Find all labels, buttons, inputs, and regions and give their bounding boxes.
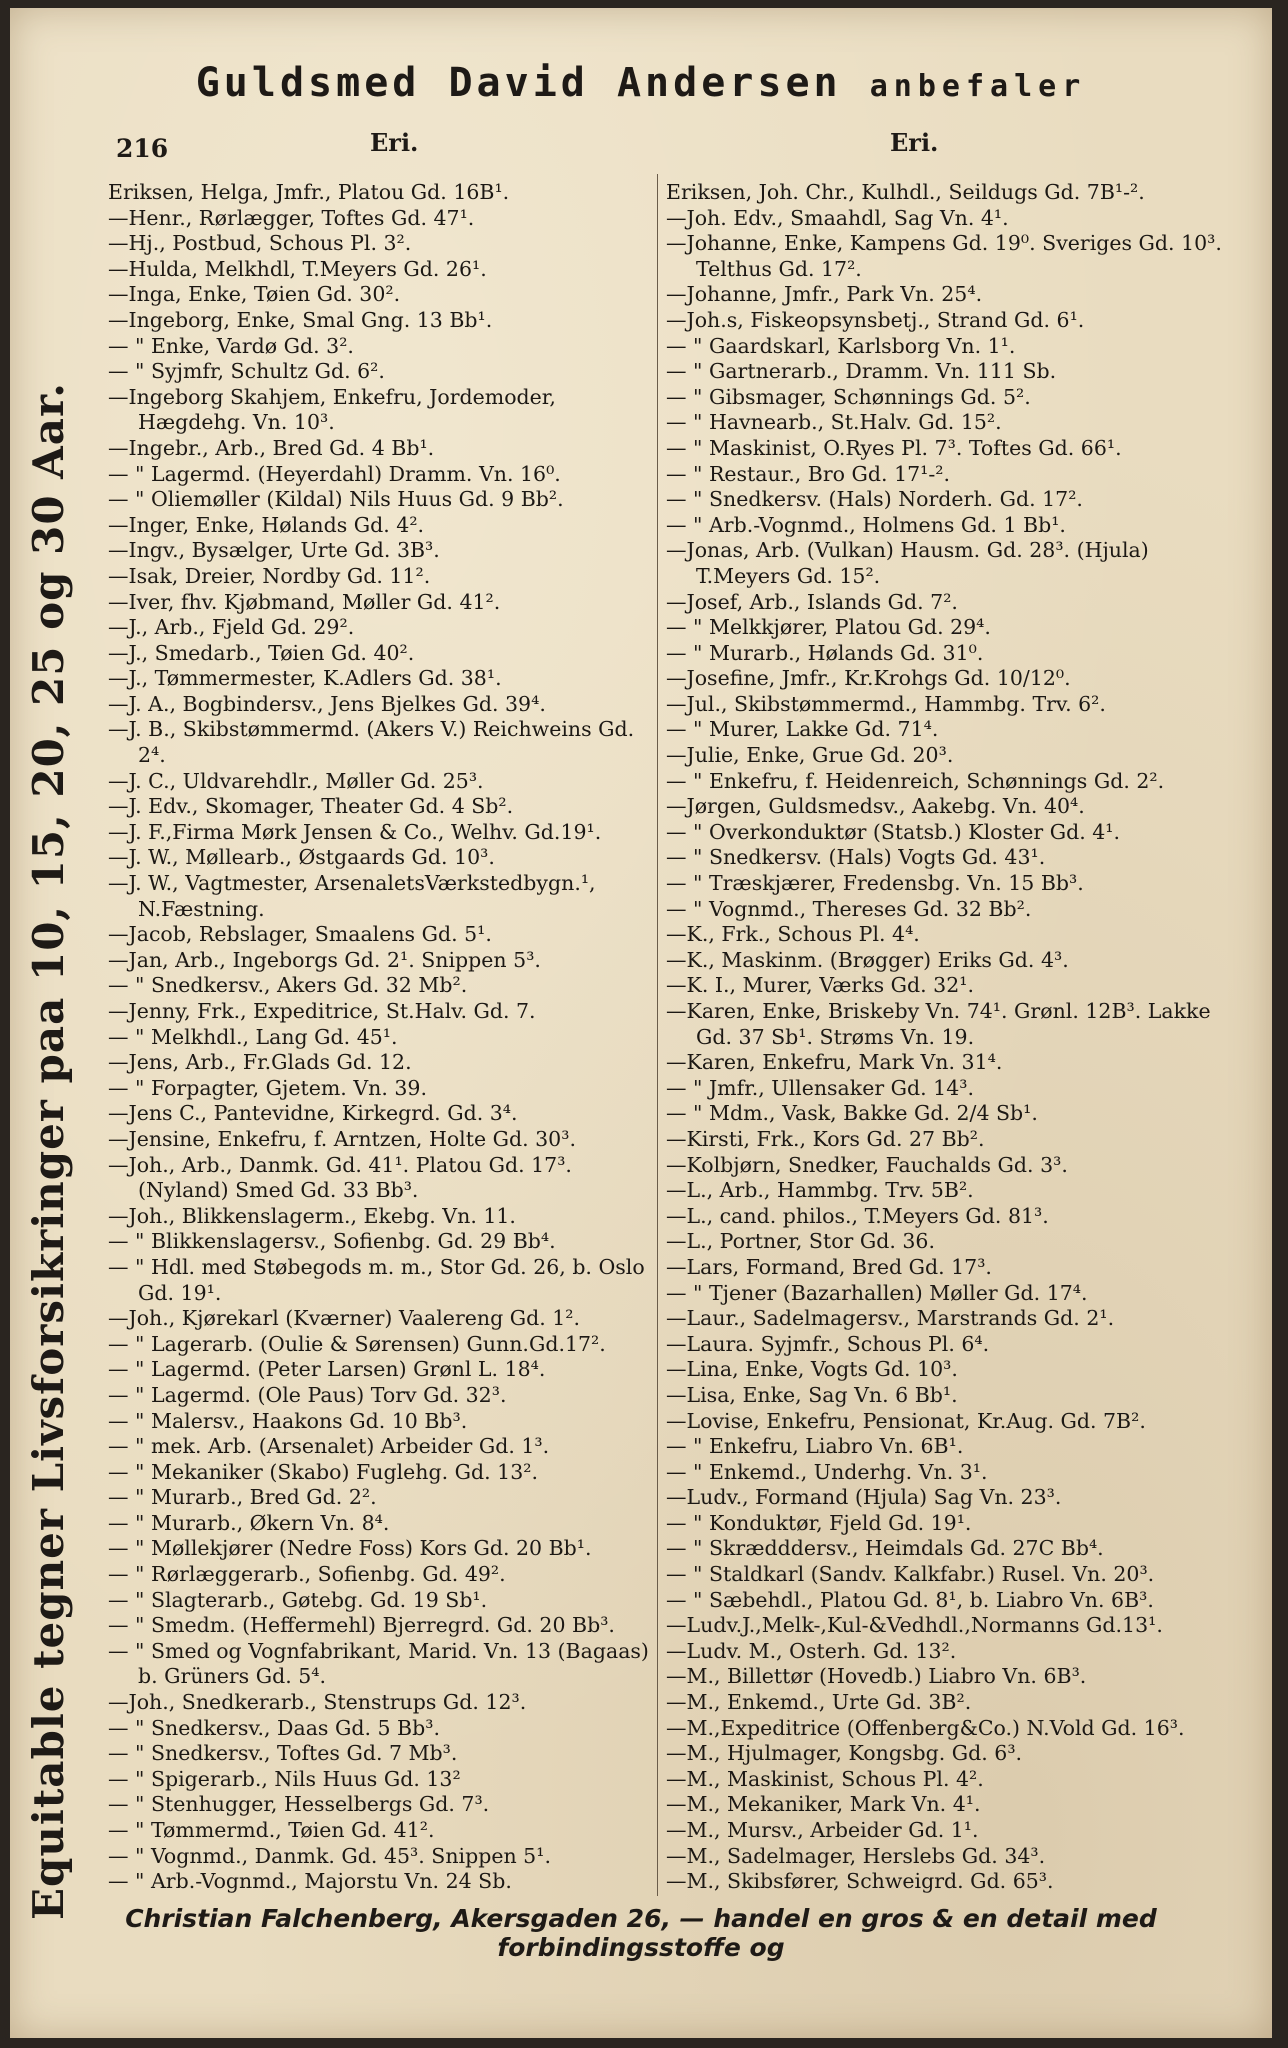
directory-entry: —J. Edv., Skomager, Theater Gd. 4 Sb².: [108, 794, 514, 819]
side-advertisement: Equitable tegner Livsforsikringer paa 10, 15, 20, 25 og 30 Aar.: [24, 382, 73, 1920]
directory-entry: —Lina, Enke, Vogts Gd. 10³.: [666, 1357, 958, 1382]
directory-entry: —Johanne, Enke, Kampens Gd. 19⁰. Sveriges Gd. 10³. Telthus Gd. 17².: [666, 231, 1222, 281]
directory-entry: —M., Enkemd., Urte Gd. 3B².: [666, 1690, 972, 1715]
directory-entry: — " Arb.-Vognmd., Majorstu Vn. 24 Sb.: [108, 1869, 512, 1894]
directory-entry: —J. W., Vagtmester, ArsenaletsVærkstedbygn.¹, N.Fæstning.: [108, 871, 596, 921]
directory-entry: — " Konduktør, Fjeld Gd. 19¹.: [666, 1510, 972, 1535]
directory-entry: —Joh., Arb., Danmk. Gd. 41¹. Platou Gd. 17³. (Nyland) Smed Gd. 33 Bb³.: [108, 1152, 572, 1203]
directory-entry: —Josefine, Jmfr., Kr.Krohgs Gd. 10/12⁰.: [666, 666, 1071, 691]
directory-entry: —L., cand. philos., T.Meyers Gd. 81³.: [666, 1203, 1049, 1228]
directory-entry: — " Lagerarb. (Oulie & Sørensen) Gunn.Gd.17².: [108, 1331, 606, 1356]
directory-entry: —Hj., Postbud, Schous Pl. 3².: [108, 231, 412, 256]
directory-entry: —Lovise, Enkefru, Pensionat, Kr.Aug. Gd. 7B².: [666, 1408, 1146, 1433]
directory-entry: —Jan, Arb., Ingeborgs Gd. 2¹. Snippen 5³.: [108, 947, 541, 972]
directory-entry: — " Snedkersv., Daas Gd. 5 Bb³.: [108, 1715, 440, 1740]
directory-entry: —Iver, fhv. Kjøbmand, Møller Gd. 41².: [108, 589, 501, 614]
directory-entry: — " Snedkersv. (Hals) Vogts Gd. 43¹.: [666, 845, 1046, 870]
directory-entry: —J. F.,Firma Mørk Jensen & Co., Welhv. Gd.19¹.: [108, 819, 602, 844]
directory-entry: — " Enkefru, f. Heidenreich, Schønnings Gd. 2².: [666, 768, 1165, 793]
directory-entry: — " Blikkenslagersv., Sofienbg. Gd. 29 Bb⁴.: [108, 1229, 556, 1254]
directory-entry: —Josef, Arb., Islands Gd. 7².: [666, 589, 958, 614]
directory-entry: — " Gaardskarl, Karlsborg Vn. 1¹.: [666, 333, 1016, 358]
directory-entry: —M., Mekaniker, Mark Vn. 4¹.: [666, 1792, 981, 1817]
directory-entry: — " Vognmd., Thereses Gd. 32 Bb².: [666, 896, 1032, 921]
directory-entry: —Joh., Kjørekarl (Kværner) Vaalereng Gd. 1².: [108, 1306, 581, 1331]
directory-entry: —Jonas, Arb. (Vulkan) Hausm. Gd. 28³. (Hjula) T.Meyers Gd. 15².: [666, 538, 1149, 588]
running-head-right: Eri.: [890, 128, 939, 157]
directory-entry: — " Spigerarb., Nils Huus Gd. 13²: [108, 1766, 461, 1791]
directory-entry: — " Smedm. (Heffermehl) Bjerregrd. Gd. 20 Bb³.: [108, 1613, 615, 1638]
directory-entry: —J. B., Skibstømmermd. (Akers V.) Reichweins Gd. 2⁴.: [108, 717, 635, 768]
directory-entry: —K., Frk., Schous Pl. 4⁴.: [666, 922, 920, 947]
directory-entry: —Lisa, Enke, Sag Vn. 6 Bb¹.: [666, 1382, 958, 1407]
directory-entry: —Jørgen, Guldsmedsv., Aakebg. Vn. 40⁴.: [666, 794, 1085, 819]
directory-entry: — " Tjener (Bazarhallen) Møller Gd. 17⁴.: [666, 1280, 1088, 1305]
directory-entry: — " Lagermd. (Peter Larsen) Grønl L. 18⁴.: [108, 1357, 546, 1382]
directory-entry: —Hulda, Melkhdl, T.Meyers Gd. 26¹.: [108, 256, 487, 281]
directory-entry: — " Snedkersv., Akers Gd. 32 Mb².: [108, 973, 468, 998]
directory-entry: —Jul., Skibstømmermd., Hammbg. Trv. 6².: [666, 691, 1106, 716]
directory-entry: — " Murarb., Bred Gd. 2².: [108, 1485, 377, 1510]
directory-entry: — " Restaur., Bro Gd. 17¹-².: [666, 461, 951, 486]
directory-entry: —M., Sadelmager, Herslebs Gd. 34³.: [666, 1843, 1046, 1868]
directory-entry: — " Gartnerarb., Dramm. Vn. 111 Sb.: [666, 359, 1057, 384]
directory-entry: —Inger, Enke, Hølands Gd. 4².: [108, 512, 425, 537]
headline-anbefaler: anbefaler: [869, 69, 1087, 104]
directory-entry: —Ludv., Formand (Hjula) Sag Vn. 23³.: [666, 1485, 1062, 1510]
directory-entry: Eriksen, Helga, Jmfr., Platou Gd. 16B¹.: [108, 180, 510, 204]
directory-entry: —Julie, Enke, Grue Gd. 20³.: [666, 743, 954, 768]
directory-entry: —M., Billettør (Hovedb.) Liabro Vn. 6B³.: [666, 1664, 1087, 1689]
directory-entry: —Joh., Snedkerarb., Stenstrups Gd. 12³.: [108, 1690, 527, 1715]
directory-entry: —Jacob, Rebslager, Smaalens Gd. 5¹.: [108, 922, 492, 947]
page-number: 216: [116, 134, 169, 163]
headline-name: Guldsmed David Andersen: [195, 60, 842, 106]
directory-entry: —J. A., Bogbindersv., Jens Bjelkes Gd. 39⁴.: [108, 691, 546, 716]
directory-entry: — " Gibsmager, Schønnings Gd. 5².: [666, 384, 1031, 409]
directory-entry: — " Staldkarl (Sandv. Kalkfabr.) Rusel. Vn. 20³.: [666, 1562, 1155, 1587]
directory-entry: — " Skrædddersv., Heimdals Gd. 27C Bb⁴.: [666, 1536, 1104, 1561]
directory-entry: — " Slagterarb., Gøtebg. Gd. 19 Sb¹.: [108, 1587, 488, 1612]
directory-entry: — " Overkonduktør (Statsb.) Kloster Gd. 4¹.: [666, 819, 1121, 844]
directory-entry: —Laura. Syjmfr., Schous Pl. 6⁴.: [666, 1331, 990, 1356]
directory-entry: —J. W., Møllearb., Østgaards Gd. 10³.: [108, 845, 495, 870]
directory-entry: —K., Maskinm. (Brøgger) Eriks Gd. 4³.: [666, 947, 1069, 972]
directory-entry: — " Mdm., Vask, Bakke Gd. 2/4 Sb¹.: [666, 1101, 1038, 1126]
directory-entry: —J. C., Uldvarehdlr., Møller Gd. 25³.: [108, 768, 484, 793]
directory-entry: — " Lagermd. (Heyerdahl) Dramm. Vn. 16⁰.: [108, 461, 561, 486]
directory-entry: —M., Hjulmager, Kongsbg. Gd. 6³.: [666, 1741, 1023, 1766]
directory-entry: —Jens C., Pantevidne, Kirkegrd. Gd. 3⁴.: [108, 1101, 518, 1126]
directory-entry: — " Smed og Vognfabrikant, Marid. Vn. 13 (Bagaas) b. Grüners Gd. 5⁴.: [108, 1638, 649, 1689]
directory-entry: — " mek. Arb. (Arsenalet) Arbeider Gd. 1³.: [108, 1434, 550, 1459]
directory-entry: — " Enke, Vardø Gd. 3².: [108, 333, 354, 358]
directory-entry: —Johanne, Jmfr., Park Vn. 25⁴.: [666, 282, 983, 307]
directory-entry: —Ingebr., Arb., Bred Gd. 4 Bb¹.: [108, 435, 435, 460]
directory-entry: — " Oliemøller (Kildal) Nils Huus Gd. 9 Bb².: [108, 487, 564, 512]
right-column: [666, 180, 1226, 1895]
directory-entry: —K. I., Murer, Værks Gd. 32¹.: [666, 973, 975, 998]
directory-entry: — " Melkhdl., Lang Gd. 45¹.: [108, 1024, 398, 1049]
directory-entry: — " Enkefru, Liabro Vn. 6B¹.: [666, 1434, 964, 1459]
directory-entry: —J., Tømmermester, K.Adlers Gd. 38¹.: [108, 666, 502, 691]
directory-entry: — " Snedkersv., Toftes Gd. 7 Mb³.: [108, 1741, 458, 1766]
directory-entry: — " Lagermd. (Ole Paus) Torv Gd. 32³.: [108, 1382, 507, 1407]
directory-page: [10, 8, 1272, 2038]
directory-entry: — " Murer, Lakke Gd. 71⁴.: [666, 717, 939, 742]
directory-entry: — " Mekaniker (Skabo) Fuglehg. Gd. 13².: [108, 1459, 538, 1484]
directory-entry: — " Maskinist, O.Ryes Pl. 7³. Toftes Gd. 66¹.: [666, 435, 1122, 460]
directory-entry: —Ingeborg Skahjem, Enkefru, Jordemoder, Hægdehg. Vn. 10³.: [108, 384, 556, 435]
directory-entry: — " Arb.-Vognmd., Holmens Gd. 1 Bb¹.: [666, 512, 1066, 537]
directory-entry: — " Rørlæggerarb., Sofienbg. Gd. 49².: [108, 1562, 506, 1587]
directory-entry: —Jens, Arb., Fr.Glads Gd. 12.: [108, 1050, 412, 1075]
directory-entry: — " Melkkjører, Platou Gd. 29⁴.: [666, 615, 991, 640]
directory-entry: — " Møllekjører (Nedre Foss) Kors Gd. 20 Bb¹.: [108, 1536, 592, 1561]
advertisement-headline: [10, 60, 1272, 106]
directory-entry: — " Murarb., Hølands Gd. 31⁰.: [666, 640, 984, 665]
directory-entry: —Ingv., Bysælger, Urte Gd. 3B³.: [108, 538, 440, 563]
directory-entry: —Ludv. M., Osterh. Gd. 13².: [666, 1638, 957, 1663]
directory-entry: —Joh., Blikkenslagerm., Ekebg. Vn. 11.: [108, 1203, 516, 1228]
directory-entry: —Joh. Edv., Smaahdl, Sag Vn. 4¹.: [666, 205, 1009, 230]
directory-entry: —Karen, Enke, Briskeby Vn. 74¹. Grønl. 12B³. Lakke Gd. 37 Sb¹. Strøms Vn. 19.: [666, 999, 1211, 1049]
directory-entry: —Kirsti, Frk., Kors Gd. 27 Bb².: [666, 1126, 985, 1151]
directory-entry: —Karen, Enkefru, Mark Vn. 31⁴.: [666, 1050, 1003, 1075]
directory-entry: —Jenny, Frk., Expeditrice, St.Halv. Gd. 7.: [108, 999, 536, 1023]
directory-entry: — " Sæbehdl., Platou Gd. 8¹, b. Liabro Vn. 6B³.: [666, 1587, 1154, 1612]
directory-entry: —M., Mursv., Arbeider Gd. 1¹.: [666, 1818, 979, 1842]
directory-entry: — " Murarb., Økern Vn. 8⁴.: [108, 1510, 390, 1535]
directory-entry: — " Jmfr., Ullensaker Gd. 14³.: [666, 1075, 974, 1100]
directory-entry: —L., Portner, Stor Gd. 36.: [666, 1229, 935, 1254]
directory-entry: — " Hdl. med Støbegods m. m., Stor Gd. 26, b. Oslo Gd. 19¹.: [108, 1254, 645, 1305]
directory-entry: — " Snedkersv. (Hals) Norderh. Gd. 17².: [666, 487, 1083, 512]
directory-entry: —M.,Expeditrice (Offenberg&Co.) N.Vold Gd. 16³.: [666, 1715, 1185, 1740]
directory-entry: —J., Arb., Fjeld Gd. 29².: [108, 615, 355, 640]
directory-entry: —M., Skibsfører, Schweigrd. Gd. 65³.: [666, 1869, 1054, 1894]
directory-entry: —Ingeborg, Enke, Smal Gng. 13 Bb¹.: [108, 307, 493, 332]
directory-entry: —Laur., Sadelmagersv., Marstrands Gd. 2¹.: [666, 1306, 1115, 1331]
footer-advertisement: Christian Falchenberg, Akersgaden 26, — handel en gros & en detail med forbindingsstoffe og: [125, 1904, 1157, 1962]
directory-entry: —Ludv.J.,Melk-,Kul-&Vedhdl.,Normanns Gd.13¹.: [666, 1613, 1163, 1638]
directory-entry: — " Enkemd., Underhg. Vn. 3¹.: [666, 1459, 988, 1484]
directory-entry: —Kolbjørn, Snedker, Fauchalds Gd. 3³.: [666, 1152, 1068, 1177]
directory-entry: —J., Smedarb., Tøien Gd. 40².: [108, 640, 415, 665]
directory-entry: —Henr., Rørlægger, Toftes Gd. 47¹.: [108, 205, 475, 230]
directory-entry: — " Syjmfr, Schultz Gd. 6².: [108, 359, 385, 384]
directory-entry: —Inga, Enke, Tøien Gd. 30².: [108, 282, 401, 307]
directory-entry: — " Træskjærer, Fredensbg. Vn. 15 Bb³.: [666, 871, 1084, 896]
directory-entry: — " Havnearb., St.Halv. Gd. 15².: [666, 410, 1002, 435]
directory-entry: —L., Arb., Hammbg. Trv. 5B².: [666, 1178, 974, 1203]
running-head-left: Eri.: [370, 128, 419, 157]
directory-entry: —Joh.s, Fiskeopsynsbetj., Strand Gd. 6¹.: [666, 307, 1085, 332]
directory-entry: —Lars, Formand, Bred Gd. 17³.: [666, 1254, 992, 1279]
left-column: [108, 180, 668, 1895]
directory-entry: — " Forpagter, Gjetem. Vn. 39.: [108, 1075, 427, 1100]
directory-entry: — " Malersv., Haakons Gd. 10 Bb³.: [108, 1408, 468, 1433]
directory-entry: — " Tømmermd., Tøien Gd. 41².: [108, 1818, 435, 1842]
directory-entry: —M., Maskinist, Schous Pl. 4².: [666, 1766, 984, 1791]
directory-entry: — " Stenhugger, Hesselbergs Gd. 7³.: [108, 1792, 490, 1817]
directory-entry: —Isak, Dreier, Nordby Gd. 11².: [108, 563, 431, 588]
directory-entry: Eriksen, Joh. Chr., Kulhdl., Seildugs Gd. 7B¹-².: [666, 180, 1145, 204]
directory-entry: —Jensine, Enkefru, f. Arntzen, Holte Gd. 30³.: [108, 1126, 576, 1151]
directory-entry: — " Vognmd., Danmk. Gd. 45³. Snippen 5¹.: [108, 1843, 551, 1868]
